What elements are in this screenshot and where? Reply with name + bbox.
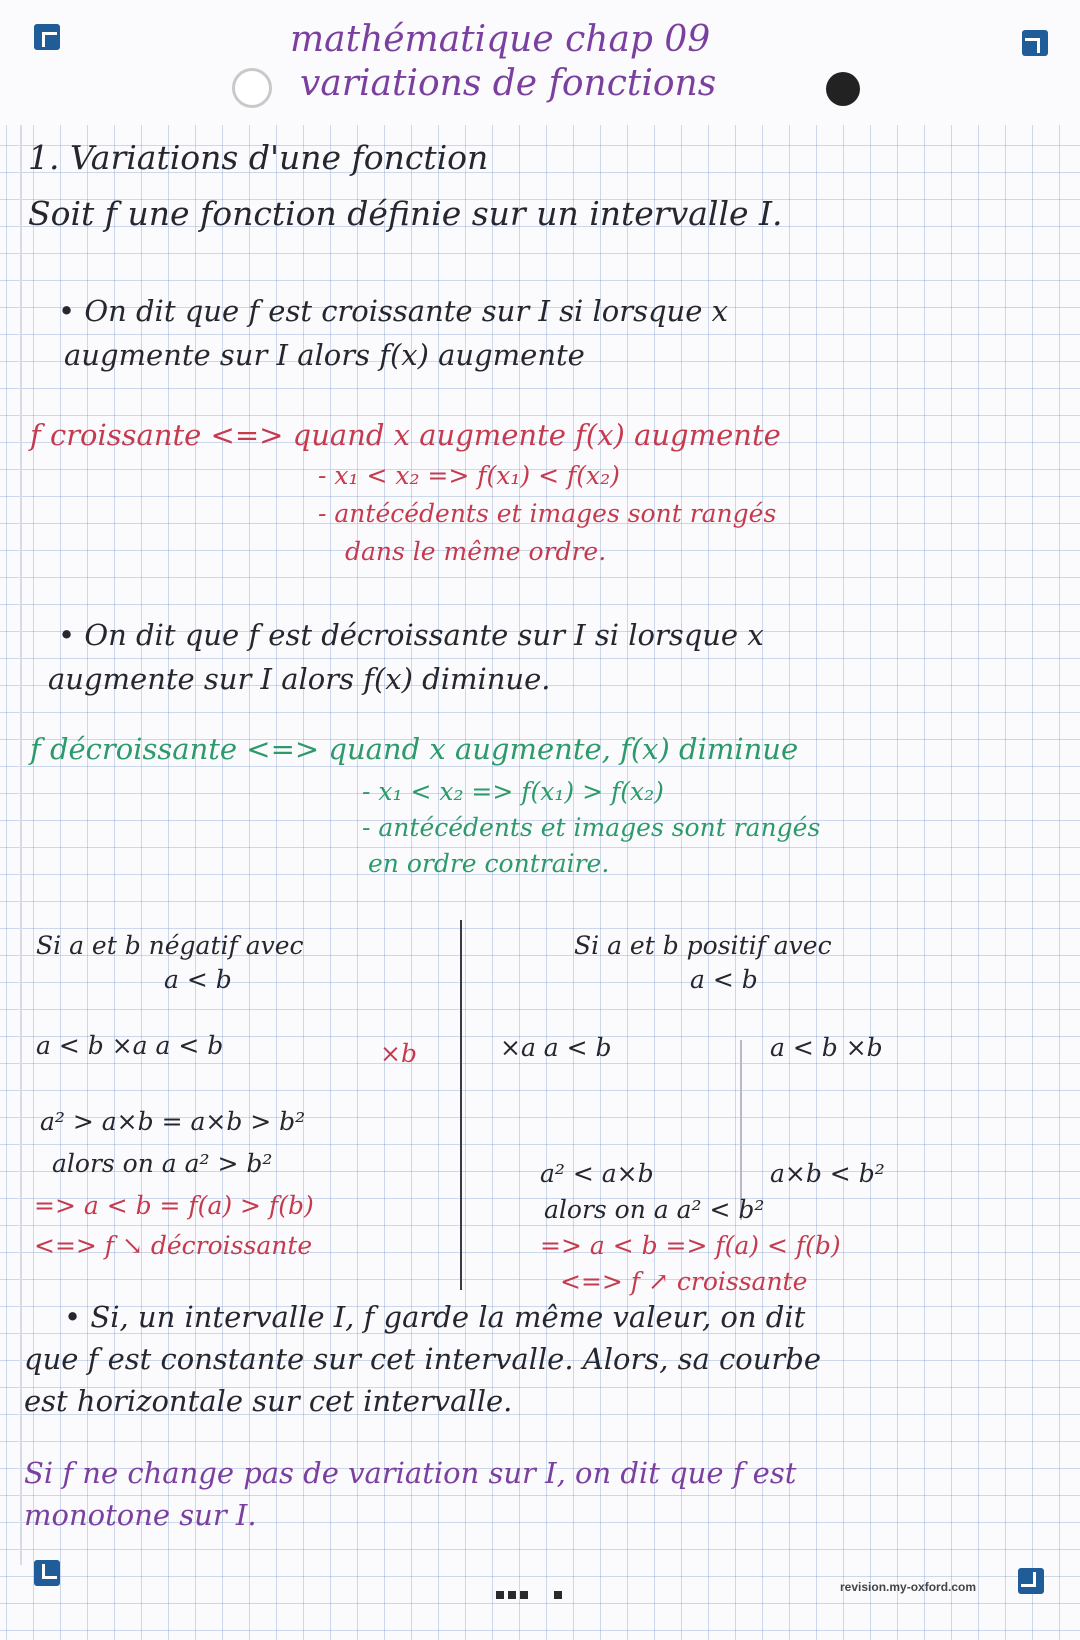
croissante-bullet-2-line-2: dans le même ordre. xyxy=(345,537,607,566)
left-box-line-1: a < b ×a a < b xyxy=(36,1031,224,1060)
decroissante-bullet-2-line-2: en ordre contraire. xyxy=(368,849,610,878)
left-box-line-4: => a < b = f(a) > f(b) xyxy=(34,1191,314,1220)
corner-mark-icon xyxy=(34,24,60,50)
decroissante-bullet-1: - x₁ < x₂ => f(x₁) > f(x₂) xyxy=(362,777,664,806)
right-box-line-2-left: a² < a×b xyxy=(540,1159,654,1188)
constante-line-1: • Si, un intervalle I, f garde la même valeur, on dit xyxy=(64,1300,806,1334)
page-marker-icon xyxy=(496,1584,566,1603)
intro-text: Soit f une fonction définie sur un intervalle I. xyxy=(28,194,783,233)
croissante-bullet-2-line-1: - antécédents et images sont rangés xyxy=(318,499,777,528)
left-box-title-line-1: Si a et b négatif avec xyxy=(36,931,304,960)
monotone-line-1: Si f ne change pas de variation sur I, on dit que f est xyxy=(24,1456,797,1490)
constante-line-3: est horizontale sur cet intervalle. xyxy=(24,1384,513,1418)
right-box-line-1-right: a < b ×b xyxy=(770,1033,883,1062)
croissante-equivalence: f croissante <=> quand x augmente f(x) augmente xyxy=(30,418,781,452)
right-box-line-2-right: a×b < b² xyxy=(770,1159,885,1188)
left-box-title-line-2: a < b xyxy=(164,965,232,994)
decroissante-definition-line-2: augmente sur I alors f(x) diminue. xyxy=(48,662,551,696)
right-box-line-4: => a < b => f(a) < f(b) xyxy=(540,1231,841,1260)
title-line-2: variations de fonctions xyxy=(300,63,717,104)
croissante-definition-line-2: augmente sur I alors f(x) augmente xyxy=(64,338,585,372)
left-box-line-5: <=> f ↘ décroissante xyxy=(34,1231,313,1260)
left-box-line-2: a² > a×b = a×b > b² xyxy=(40,1107,306,1136)
margin-line xyxy=(20,125,22,1565)
right-box-line-5: <=> f ↗ croissante xyxy=(560,1267,808,1296)
punch-hole-icon xyxy=(232,68,272,108)
column-divider xyxy=(460,920,462,1290)
footer-url: revision.my-oxford.com xyxy=(840,1580,977,1594)
corner-mark-icon xyxy=(1022,30,1048,56)
right-box-title-line-2: a < b xyxy=(690,965,758,994)
croissante-definition-line-1: • On dit que f est croissante sur I si lorsque x xyxy=(58,294,728,328)
section-heading: 1. Variations d'une fonction xyxy=(28,138,489,177)
left-box-line-1-note: ×b xyxy=(380,1039,417,1068)
title-line-1: mathématique chap 09 xyxy=(290,19,711,60)
corner-mark-icon xyxy=(1018,1568,1044,1594)
right-box-title-line-1: Si a et b positif avec xyxy=(574,931,832,960)
croissante-bullet-1: - x₁ < x₂ => f(x₁) < f(x₂) xyxy=(318,461,620,490)
right-box-line-3: alors on a a² < b² xyxy=(544,1195,765,1224)
decroissante-equivalence: f décroissante <=> quand x augmente, f(x) diminue xyxy=(30,732,799,766)
monotone-line-2: monotone sur I. xyxy=(24,1498,257,1532)
right-box-line-1-left: ×a a < b xyxy=(500,1033,612,1062)
constante-line-2: que f est constante sur cet intervalle. Alors, sa courbe xyxy=(24,1342,821,1376)
decroissante-bullet-2-line-1: - antécédents et images sont rangés xyxy=(362,813,821,842)
punch-hole-icon xyxy=(826,72,860,106)
column-divider-dashed xyxy=(740,1040,742,1220)
decroissante-definition-line-1: • On dit que f est décroissante sur I si lorsque x xyxy=(58,618,764,652)
corner-mark-icon xyxy=(34,1560,60,1586)
left-box-line-3: alors on a a² > b² xyxy=(52,1149,273,1178)
